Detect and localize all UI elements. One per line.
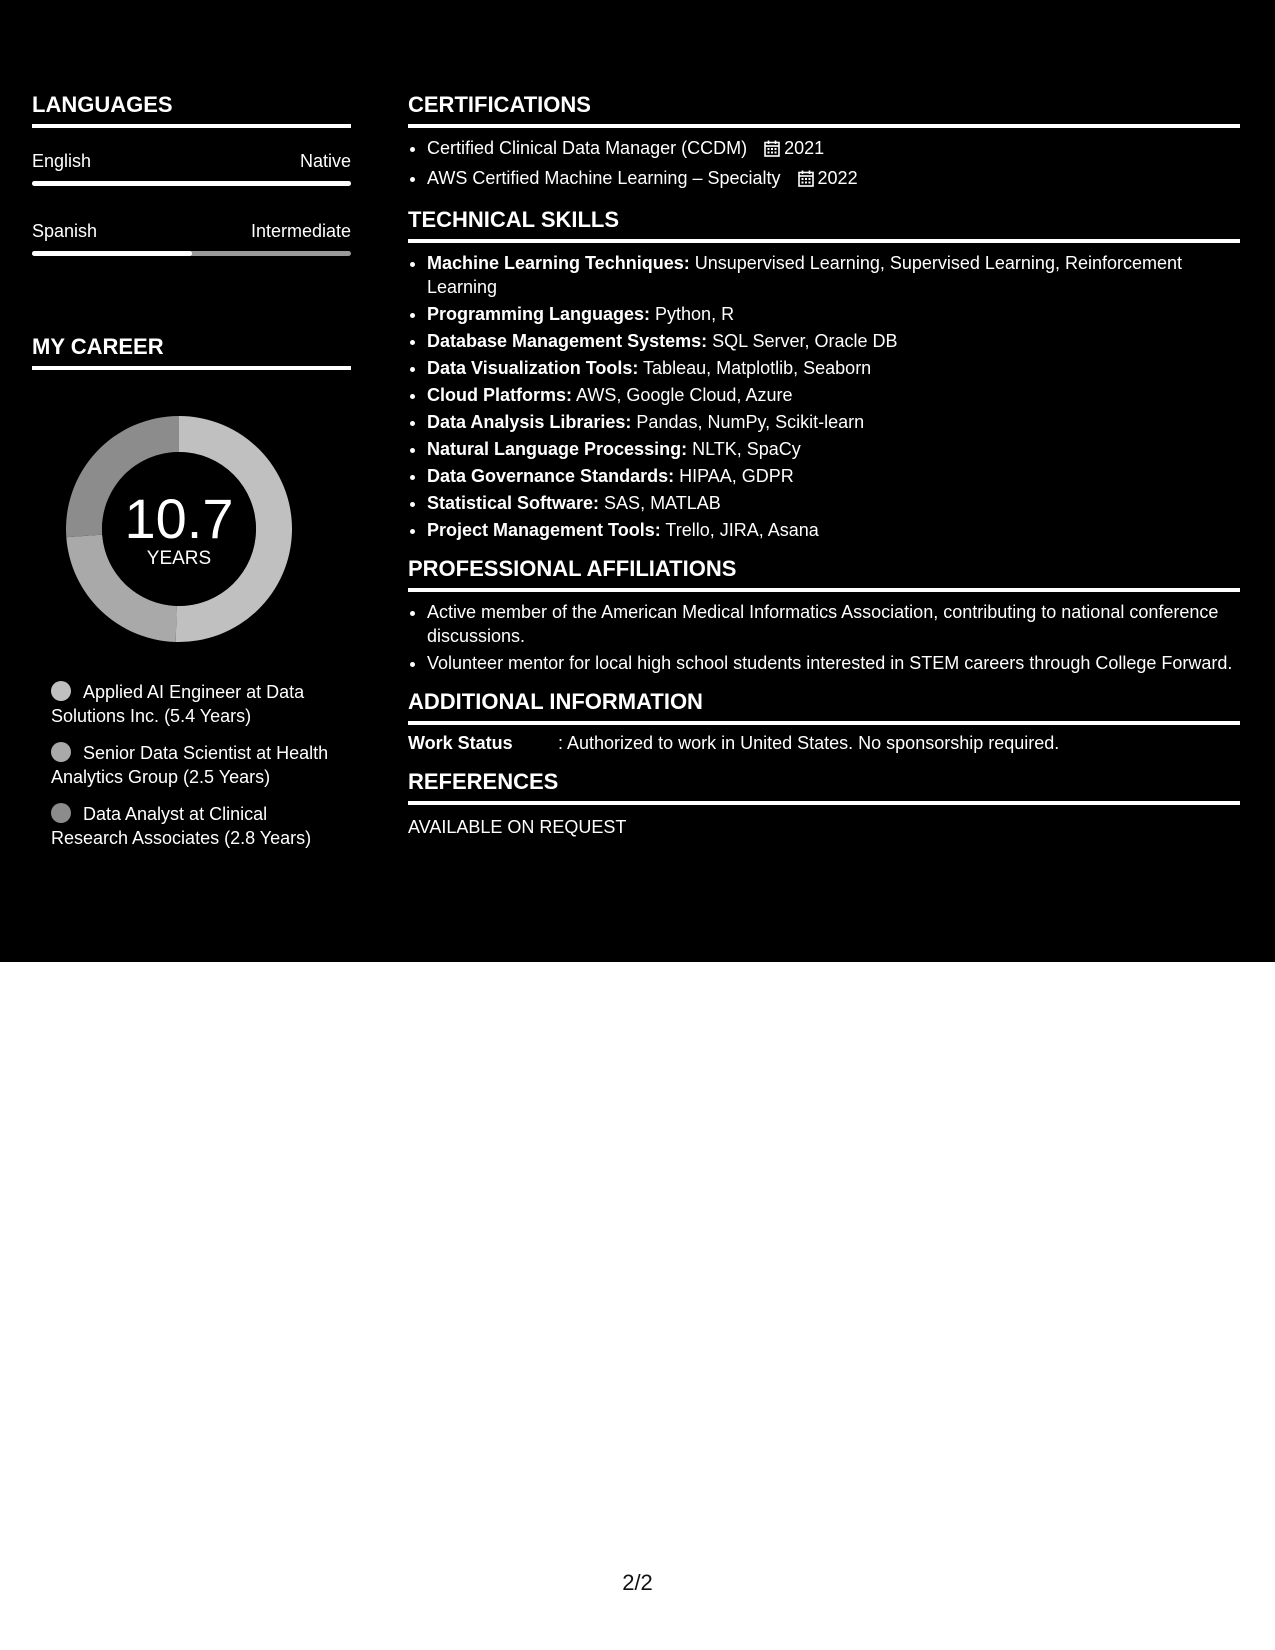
skill-item bbox=[427, 356, 1240, 380]
left-column bbox=[32, 92, 351, 863]
language-proficiency-fill bbox=[32, 251, 192, 256]
references-text: AVAILABLE ON REQUEST bbox=[408, 817, 627, 837]
skill-category: Programming Languages: bbox=[427, 304, 651, 324]
skill-item bbox=[427, 383, 1240, 407]
skill-category: Project Management Tools: bbox=[427, 520, 661, 540]
skill-item bbox=[427, 410, 1240, 434]
skill-category: Statistical Software: bbox=[427, 493, 600, 513]
skill-item bbox=[427, 464, 1240, 488]
skill-value: Tableau, Matplotlib, Seaborn bbox=[638, 358, 872, 378]
skill-value: HIPAA, GDPR bbox=[674, 466, 794, 486]
certification-name: AWS Certified Machine Learning – Specialty bbox=[427, 168, 781, 188]
technical-skills-section bbox=[408, 207, 1240, 542]
career-total-years: 10.7 bbox=[124, 487, 234, 550]
career-job-label: Senior Data Scientist at Health Analytics Group (2.5 Years) bbox=[51, 743, 329, 787]
skill-category: Data Analysis Libraries: bbox=[427, 412, 632, 432]
skill-value: SQL Server, Oracle DB bbox=[707, 331, 898, 351]
career-legend bbox=[51, 680, 341, 850]
certification-year: 2021 bbox=[784, 138, 825, 158]
technical-skills-title: TECHNICAL SKILLS bbox=[408, 207, 1240, 243]
certification-item bbox=[427, 166, 1240, 193]
calendar-icon bbox=[764, 139, 780, 163]
language-level: Intermediate bbox=[250, 221, 351, 241]
skill-value: Trello, JIRA, Asana bbox=[660, 520, 819, 540]
certifications-list bbox=[408, 136, 1240, 193]
page-number: 2/2 bbox=[622, 1570, 653, 1595]
legend-dot bbox=[51, 803, 71, 823]
languages-title: LANGUAGES bbox=[32, 92, 351, 128]
legend-dot bbox=[51, 681, 71, 701]
legend-dot bbox=[51, 742, 71, 762]
technical-skills-list bbox=[408, 251, 1240, 542]
work-status-value: : Authorized to work in United States. No sponsorship required. bbox=[558, 733, 1060, 753]
additional-info-section bbox=[408, 689, 1240, 755]
certifications-title: CERTIFICATIONS bbox=[408, 92, 1240, 128]
skill-category: Cloud Platforms: bbox=[427, 385, 573, 405]
skill-value: Unsupervised Learning, Supervised Learning, Reinforcement Learning bbox=[427, 253, 1183, 297]
skill-item bbox=[427, 437, 1240, 461]
languages-section bbox=[32, 92, 351, 256]
career-legend-item bbox=[51, 802, 341, 850]
work-status-label: Work Status bbox=[408, 733, 513, 753]
certifications-section bbox=[408, 92, 1240, 193]
language-name: English bbox=[32, 151, 92, 171]
references-title: REFERENCES bbox=[408, 769, 1240, 805]
affiliation-item: • Volunteer mentor for local high school students interested in STEM careers through College Forward. bbox=[427, 651, 1240, 675]
skill-category: Natural Language Processing: bbox=[427, 439, 688, 459]
career-donut-chart bbox=[66, 416, 292, 642]
skill-item bbox=[427, 491, 1240, 515]
right-column bbox=[408, 92, 1240, 853]
additional-info-title: ADDITIONAL INFORMATION bbox=[408, 689, 1240, 725]
certification-name: Certified Clinical Data Manager (CCDM) bbox=[427, 138, 748, 158]
career-years-unit: YEARS bbox=[146, 548, 212, 569]
certification-year: 2022 bbox=[817, 168, 858, 188]
language-item-english bbox=[32, 150, 351, 186]
skill-item bbox=[427, 518, 1240, 542]
language-proficiency-fill bbox=[32, 181, 351, 186]
skill-item bbox=[427, 329, 1240, 353]
work-status-row bbox=[408, 731, 1240, 755]
skill-category: Machine Learning Techniques: bbox=[427, 253, 690, 273]
calendar-icon bbox=[798, 169, 814, 193]
career-title: MY CAREER bbox=[32, 334, 351, 370]
skill-category: Database Management Systems: bbox=[427, 331, 708, 351]
skill-item bbox=[427, 251, 1240, 299]
career-job-label: Applied AI Engineer at Data Solutions Inc. (5.4 Years) bbox=[51, 682, 305, 726]
affiliation-item: • Active member of the American Medical Informatics Association, contributing to national conference discussions. bbox=[427, 600, 1240, 648]
affiliations-title: PROFESSIONAL AFFILIATIONS bbox=[408, 556, 1240, 592]
skill-category: Data Visualization Tools: bbox=[427, 358, 639, 378]
career-legend-item bbox=[51, 680, 341, 728]
language-level: Native bbox=[299, 151, 351, 171]
affiliations-list bbox=[408, 600, 1240, 675]
references-section bbox=[408, 769, 1240, 839]
skill-value: NLTK, SpaCy bbox=[687, 439, 801, 459]
skill-category: Data Governance Standards: bbox=[427, 466, 675, 486]
language-proficiency-bar bbox=[32, 251, 351, 256]
career-job-label: Data Analyst at Clinical Research Associates (2.8 Years) bbox=[51, 804, 312, 848]
skill-item bbox=[427, 302, 1240, 326]
career-legend-item bbox=[51, 741, 341, 789]
affiliations-section bbox=[408, 556, 1240, 675]
career-section bbox=[32, 334, 351, 850]
language-item-spanish bbox=[32, 220, 351, 256]
skill-value: Pandas, NumPy, Scikit-learn bbox=[631, 412, 865, 432]
skill-value: SAS, MATLAB bbox=[599, 493, 721, 513]
skill-value: AWS, Google Cloud, Azure bbox=[572, 385, 793, 405]
language-proficiency-bar bbox=[32, 181, 351, 186]
language-name: Spanish bbox=[32, 221, 98, 241]
certification-item bbox=[427, 136, 1240, 163]
skill-value: Python, R bbox=[650, 304, 735, 324]
